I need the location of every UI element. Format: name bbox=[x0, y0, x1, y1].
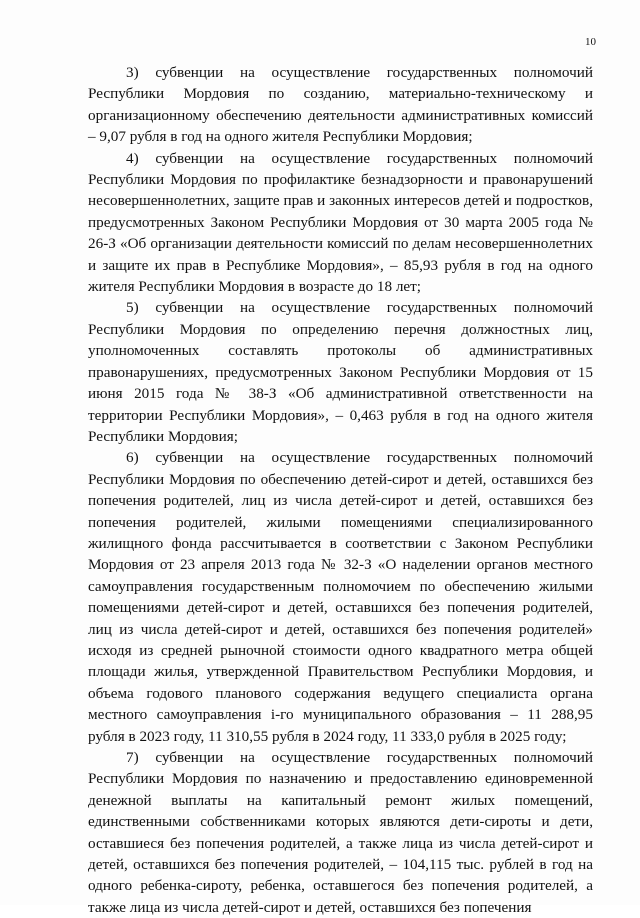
document-body bbox=[88, 62, 593, 918]
paragraph-item-4: 4) субвенции на осуществление государственных полномочий Республики Мордовия по профилактике безнадзорности и правонарушений несовершеннолетних, защите прав и законных интересов детей и подростков, предусмотренных Законом Республики Мордовия от 30 марта 2005 года № 26-З «Об организации деятельности комиссий по делам несовершеннолетних и защите их прав в Республике Мордовия», – 85,93 рубля в год на одного жителя Республики Мордовия в возрасте до 18 лет; bbox=[88, 149, 593, 296]
page-number: 10 bbox=[585, 36, 596, 48]
paragraph-item-5: 5) субвенции на осуществление государственных полномочий Республики Мордовия по определению перечня должностных лиц, уполномоченных составлять протоколы об административных правонарушениях, предусмотренных Законом Республики Мордовия от 15 июня 2015 года № 38-З «Об административной ответственности на территории Республики Мордовия», – 0,463 рубля в год на одного жителя Республики Мордовия; bbox=[88, 299, 593, 445]
paragraph-item-3: 3) субвенции на осуществление государственных полномочий Республики Мордовия по созданию, материально-техническому и организационному обеспечению деятельности административных комиссий – 9,07 рубля в год на одного жителя Республики Мордовия; bbox=[88, 64, 593, 146]
paragraph-item-7: 7) субвенции на осуществление государственных полномочий Республики Мордовия по назначению и предоставлению единовременной денежной выплаты на капитальный ремонт жилых помещений, единственными собственниками которых являются дети-сироты и дети, оставшиеся без попечения родителей, а также лица из числа детей-сирот и детей, оставшихся без попечения родителей, – 104,115 тыс. рублей в год на одного ребенка-сироту, ребенка, оставшегося без попечения родителей, а также лица из числа детей-сирот и детей, оставшихся без попечения bbox=[88, 749, 593, 916]
paragraph-item-6: 6) субвенции на осуществление государственных полномочий Республики Мордовия по обеспечению детей-сирот и детей, оставшихся без попечения родителей, лиц из числа детей-сирот и детей, оставшихся без попечения родителей, жилыми помещениями специализированного жилищного фонда рассчитывается в соответствии с Законом Республики Мордовия от 23 апреля 2013 года № 32-З «О наделении органов местного самоуправления государственным полномочием по обеспечению жилыми помещениями детей-сирот и детей, оставшихся без попечения родителей, лиц из числа детей-сирот и детей, оставшихся без попечения родителей» исходя из средней рыночной стоимости одного квадратного метра общей площади жилья, утвержденной Правительством Республики Мордовия, и объема годового планового содержания ведущего специалиста органа местного самоуправления i-го муниципального образования – 11 288,95 рубля в 2023 году, 11 310,55 рубля в 2024 году, 11 333,0 рубля в 2025 году; bbox=[88, 449, 593, 745]
